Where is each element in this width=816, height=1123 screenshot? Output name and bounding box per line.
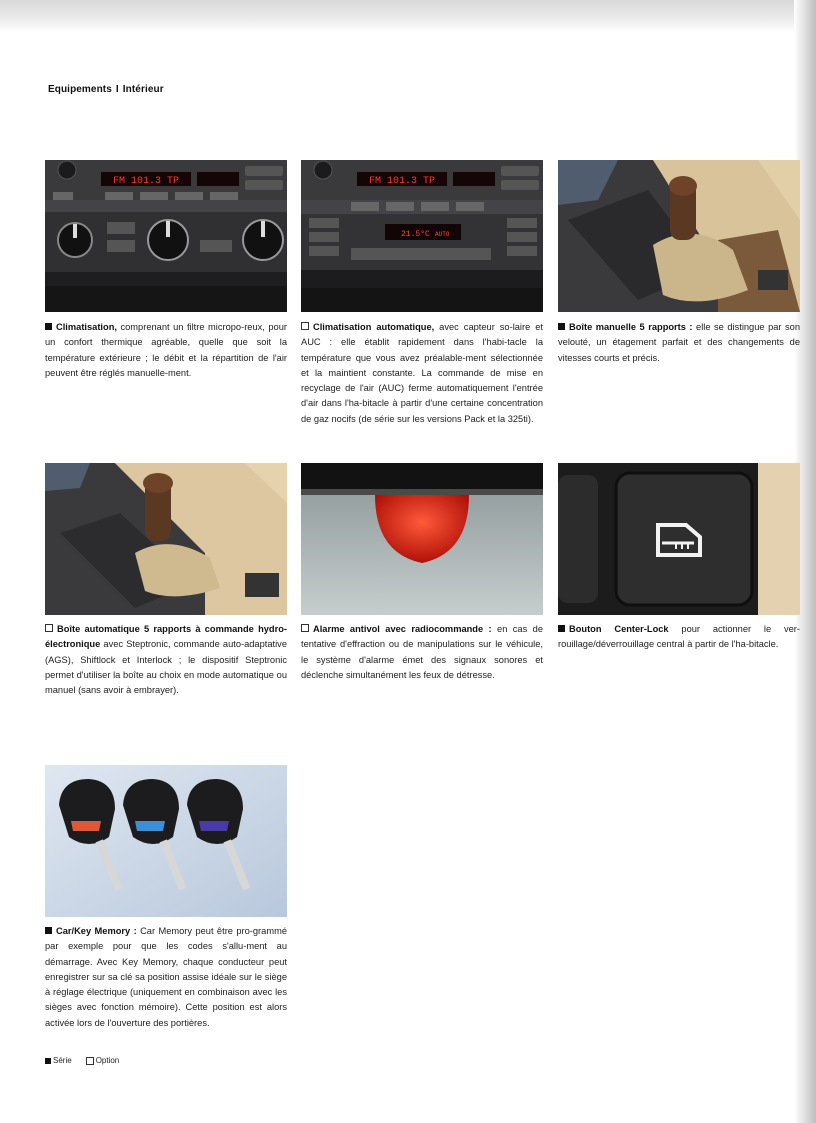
radio-display-text: FM 101.3 TP xyxy=(112,176,180,187)
option-bullet-icon xyxy=(45,624,53,632)
subsection-title: Intérieur xyxy=(122,84,164,95)
caption-title: Climatisation automatique, xyxy=(313,322,435,332)
legend-serie xyxy=(45,1056,72,1065)
caption-climatisation-automatique xyxy=(301,320,543,427)
option-bullet-icon xyxy=(301,624,309,632)
caption-text: elle se distingue par son velouté, un étagement parfait et des changements de vitesses courts et précis. xyxy=(558,322,800,363)
caption-alarme xyxy=(301,622,543,683)
caption-text: comprenant un filtre micropo-reux, pour un confort thermique agréable, quelle que soit la température extérieure ; le débit et la répartition de l'air peuvent être réglés manuelle-ment. xyxy=(45,322,287,378)
legend xyxy=(45,1056,129,1065)
caption-text: Car Memory peut être pro-grammé par exemple pour que les codes s'allu-ment au démarrage. Avec Key Memory, chaque conducteur peut enregistrer sur sa clé sa position assise idéale sur le siège à réglage électrique (uniquement en combinaison avec les sièges avec fonction mémoire). Cette position est alors activée lors de l'ouverture des portières. xyxy=(45,926,287,1028)
photo-boite-automatique xyxy=(45,463,287,615)
climate-display-text: 21.5°C xyxy=(401,230,430,239)
serie-bullet-icon xyxy=(45,927,52,934)
serie-bullet-icon xyxy=(558,625,565,632)
legend-option xyxy=(86,1056,120,1065)
caption-bouton-center-lock xyxy=(558,622,800,653)
caption-climatisation xyxy=(45,320,287,381)
caption-title: Boîte automatique 5 rapports à commande hydro-électronique xyxy=(45,624,287,650)
radio-display-text-2: FM 101.3 TP xyxy=(368,176,436,187)
serie-bullet-icon xyxy=(558,323,565,330)
scan-shadow-top xyxy=(0,0,816,32)
option-bullet-icon xyxy=(86,1057,94,1065)
section-title: Equipements xyxy=(48,84,112,95)
legend-option-label: Option xyxy=(95,1056,120,1065)
caption-title: Car/Key Memory : xyxy=(56,926,137,936)
photo-car-key-memory xyxy=(45,765,287,917)
photo-climatisation-automatique xyxy=(301,160,543,312)
title-separator: I xyxy=(115,84,119,95)
photo-bouton-center-lock xyxy=(558,463,800,615)
caption-text: en cas de tentative d'effraction ou de manipulations sur le véhicule, le système d'alarme émet des signaux sonores et déclenche simultanément les feux de détresse. xyxy=(301,624,543,680)
photo-climatisation xyxy=(45,160,287,312)
caption-text: pour actionner le ver-rouillage/déverrouillage central à partir de l'ha-bitacle. xyxy=(558,624,800,650)
option-bullet-icon xyxy=(301,322,309,330)
caption-text: avec capteur so-laire et AUC : elle établit rapidement dans l'habi-tacle la température que vous avez préalable-ment sélectionnée et la maintient constante. La commande de mise en recyclage de l'air (AUC) ferme automatiquement l'entrée d'air dans l'ha-bitacle à partir d'une certaine concentration de gaz nocifs (de série sur les versions Pack et la 325ti). xyxy=(301,322,543,424)
climate-auto-text: AUTO xyxy=(435,231,450,238)
caption-title: Climatisation, xyxy=(56,322,117,332)
page-title xyxy=(48,84,164,95)
photo-boite-manuelle xyxy=(558,160,800,312)
caption-boite-manuelle xyxy=(558,320,800,366)
caption-text: avec Steptronic, commande auto-adaptative (AGS), Shiftlock et Interlock ; le dispositif Steptronic permet d'utiliser la boîte au choix en mode automatique ou manuel (sans avoir à embrayer). xyxy=(45,639,287,696)
serie-bullet-icon xyxy=(45,323,52,330)
caption-title: Bouton Center-Lock xyxy=(569,624,669,634)
serie-bullet-icon xyxy=(45,1058,51,1064)
caption-title: Boîte manuelle 5 rapports : xyxy=(569,322,693,332)
caption-car-key-memory xyxy=(45,924,287,1031)
legend-serie-label: Série xyxy=(53,1056,72,1065)
caption-boite-automatique xyxy=(45,622,287,698)
photo-alarme xyxy=(301,463,543,615)
caption-title: Alarme antivol avec radiocommande : xyxy=(313,624,492,634)
